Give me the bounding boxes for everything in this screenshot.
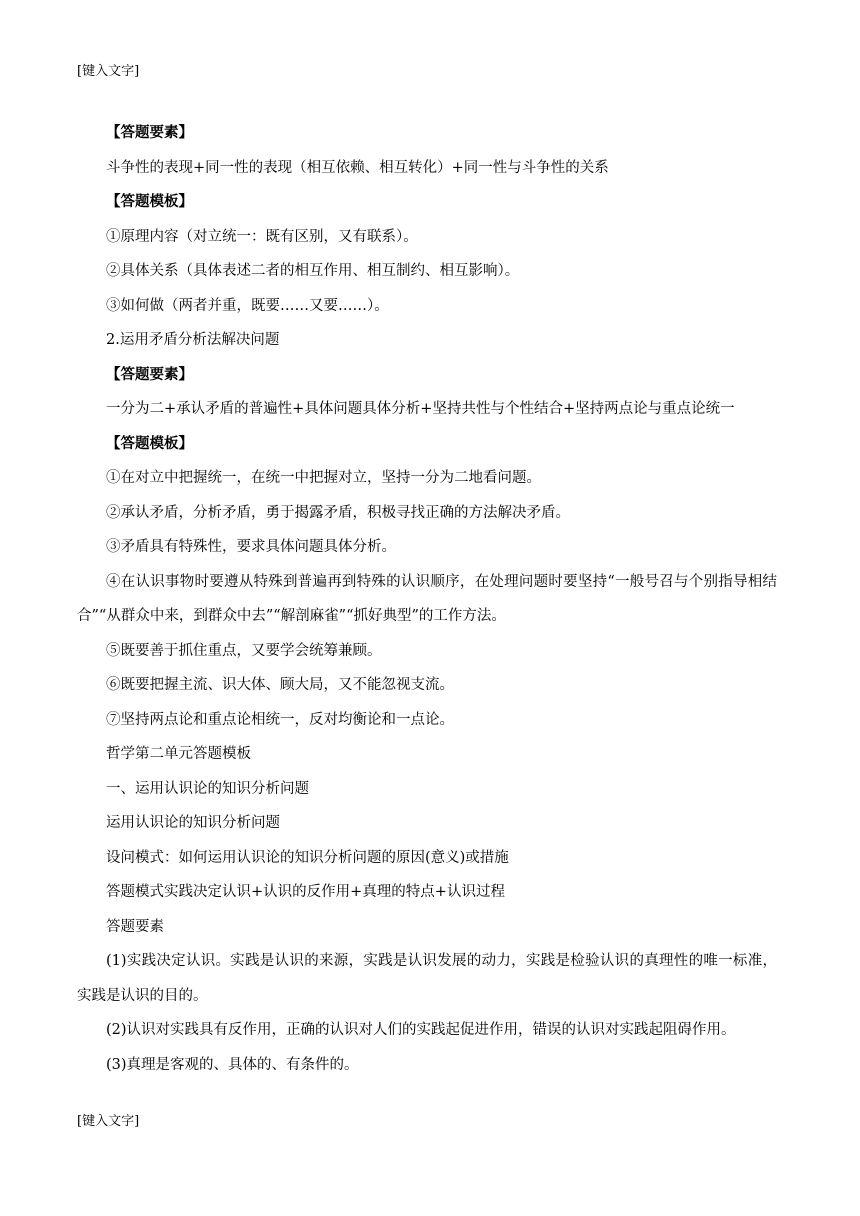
list-item: ⑤既要善于抓住重点，又要学会统筹兼顾。 — [106, 642, 382, 659]
document-body — [77, 116, 777, 1082]
list-item: ①在对立中把握统一，在统一中把握对立，坚持一分为二地看问题。 — [106, 470, 541, 486]
paragraph: 运用认识论的知识分析问题 — [106, 815, 280, 831]
list-item: (3)真理是客观的、具体的、有条件的。 — [106, 1056, 359, 1073]
list-item: ③如何做（两者并重，既要……又要……）。 — [106, 297, 389, 314]
section-heading: 【答题模板】 — [106, 193, 193, 210]
list-item: ④在认识事物时要遵从特殊到普遍再到特殊的认识顺序，在处理问题时要坚持“一般号召与个别指导相结合”“从群众中来，到群众中去”“解剖麻雀”“抓好典型”的工作方法。 — [77, 573, 777, 624]
section-heading: 【答题要素】 — [106, 124, 193, 141]
section-heading: 【答题模板】 — [106, 434, 193, 452]
list-item: (2)认识对实践具有反作用，正确的认识对人们的实践起促进作用，错误的认识对实践起阻碍作用。 — [106, 1022, 736, 1038]
section-heading: 【答题要素】 — [106, 365, 193, 383]
list-item: (1)实践决定认识。实践是认识的来源，实践是认识发展的动力，实践是检验认识的真理性的唯一标准，实践是认识的目的。 — [77, 953, 777, 1004]
list-item: ⑥既要把握主流、识大体、顾大局，又不能忽视支流。 — [106, 677, 454, 693]
list-item: ②具体关系（具体表述二者的相互作用、相互制约、相互影响）。 — [106, 263, 520, 279]
list-item: ⑦坚持两点论和重点论相统一，反对均衡论和一点论。 — [106, 711, 454, 728]
list-item: ①原理内容（对立统一：既有区别，又有联系）。 — [106, 228, 418, 245]
paragraph: 设问模式：如何运用认识论的知识分析问题的原因(意义)或措施 — [106, 849, 509, 866]
subsection-title: 一、运用认识论的知识分析问题 — [106, 780, 309, 797]
unit-title: 哲学第二单元答题模板 — [106, 746, 251, 762]
paragraph: 一分为二+承认矛盾的普遍性+具体问题具体分析+坚持共性与个性结合+坚持两点论与重点论统一 — [106, 401, 735, 417]
page-footer: [键入文字] — [77, 1114, 140, 1129]
paragraph: 答题模式实践决定认识+认识的反作用+真理的特点+认识过程 — [106, 884, 505, 900]
paragraph: 斗争性的表现+同一性的表现（相互依赖、相互转化）+同一性与斗争性的关系 — [106, 159, 609, 176]
subsection-title: 2.运用矛盾分析法解决问题 — [106, 332, 280, 348]
list-item: ③矛盾具有特殊性，要求具体问题具体分析。 — [106, 539, 396, 555]
paragraph: 答题要素 — [106, 918, 164, 935]
list-item: ②承认矛盾，分析矛盾，勇于揭露矛盾，积极寻找正确的方法解决矛盾。 — [106, 504, 570, 521]
page-header: [键入文字] — [77, 64, 140, 79]
